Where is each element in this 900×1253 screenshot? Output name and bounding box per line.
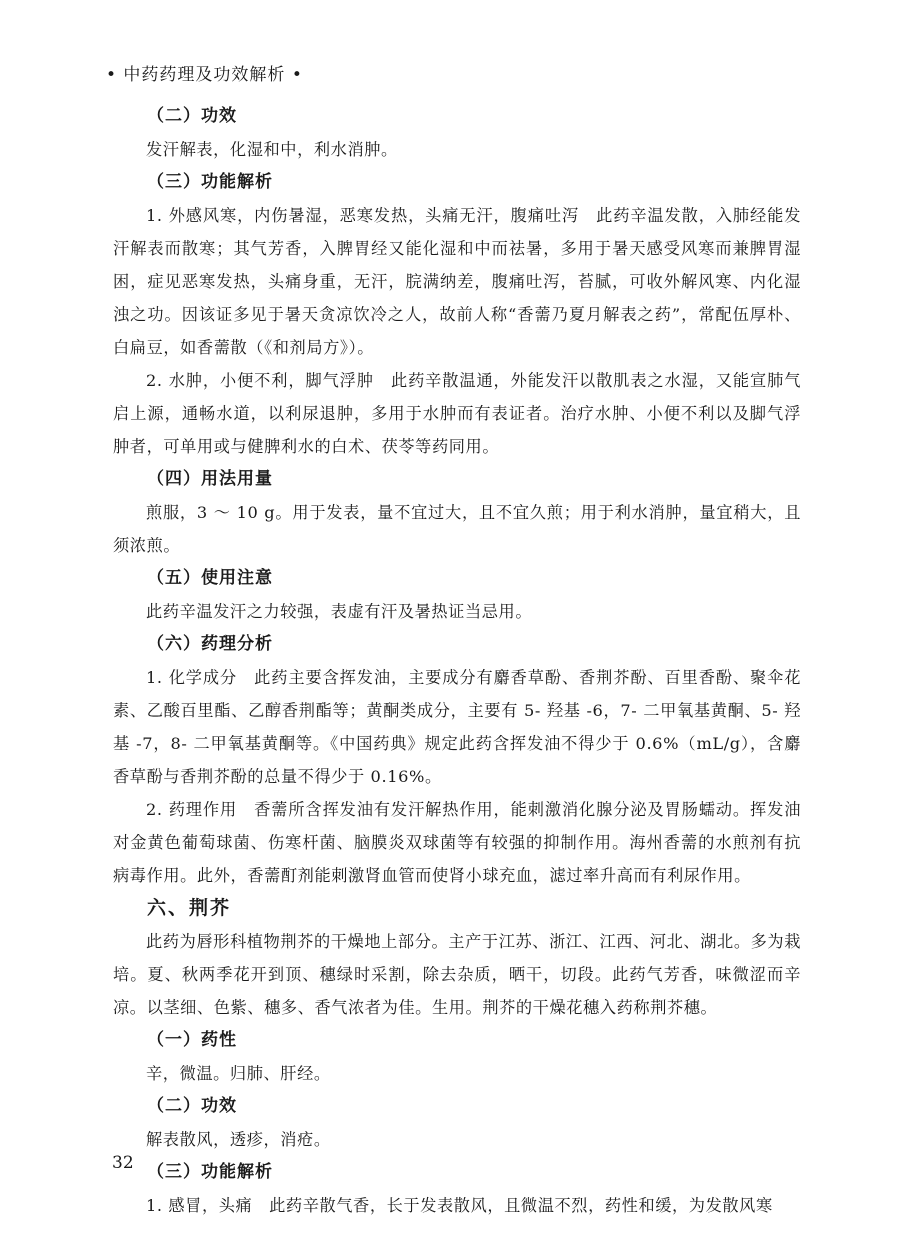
paragraph: 辛，微温。归肺、肝经。 — [146, 1064, 331, 1083]
body-text — [113, 100, 801, 1222]
chapter-heading: 六、荆芥 — [147, 897, 232, 919]
paragraph: 煎服，3 ～ 10 g。用于发表，量不宜过大，且不宜久煎；用于利水消肿，量宜稍大，且须浓煎。 — [113, 503, 801, 555]
page-number: 32 — [112, 1153, 134, 1173]
section-heading: （五）使用注意 — [147, 568, 273, 588]
section-heading: （二）功效 — [147, 106, 237, 126]
paragraph: 发汗解表，化湿和中，利水消肿。 — [146, 140, 398, 159]
section-heading: （二）功效 — [147, 1096, 237, 1116]
paragraph: 此药为唇形科植物荆芥的干燥地上部分。主产于江苏、浙江、江西、河北、湖北。多为栽培。夏、秋两季花开到顶、穗绿时采割，除去杂质，晒干，切段。此药气芳香，味微涩而辛凉。以茎细、色紫、穗多、香气浓者为佳。生用。荆芥的干燥花穗入药称荆芥穗。 — [113, 932, 801, 1017]
paragraph: 2. 药理作用 香薷所含挥发油有发汗解热作用，能刺激消化腺分泌及胃肠蠕动。挥发油对金黄色葡萄球菌、伤寒杆菌、脑膜炎双球菌等有较强的抑制作用。海州香薷的水煎剂有抗病毒作用。此外，香薷酊剂能刺激肾血管而使肾小球充血，滤过率升高而有利尿作用。 — [113, 800, 801, 885]
section-heading: （三）功能解析 — [147, 172, 273, 192]
paragraph: 2. 水肿，小便不利，脚气浮肿 此药辛散温通，外能发汗以散肌表之水湿，又能宣肺气启上源，通畅水道，以利尿退肿，多用于水肿而有表证者。治疗水肿、小便不利以及脚气浮肿者，可单用或与健脾利水的白术、茯苓等药同用。 — [113, 371, 801, 456]
paragraph: 此药辛温发汗之力较强，表虚有汗及暑热证当忌用。 — [146, 602, 533, 621]
section-heading: （四）用法用量 — [147, 469, 273, 489]
section-heading: （六）药理分析 — [147, 634, 273, 654]
section-heading: （三）功能解析 — [147, 1162, 273, 1182]
section-heading: （一）药性 — [147, 1030, 237, 1050]
paragraph: 解表散风，透疹，消疮。 — [146, 1130, 331, 1149]
paragraph: 1. 化学成分 此药主要含挥发油，主要成分有麝香草酚、香荆芥酚、百里香酚、聚伞花素、乙酸百里酯、乙醇香荆酯等；黄酮类成分，主要有 5- 羟基 -6，7- 二甲氧基黄酮、5- 羟基 -7，8- 二甲氧基黄酮等。《中国药典》规定此药含挥发油不得少于 0.6%（mL/g），含麝香草酚与香荆芥酚的总量不得少于 0.16%。 — [113, 668, 801, 786]
paragraph: 1. 感冒，头痛 此药辛散气香，长于发表散风，且微温不烈，药性和缓，为发散风寒 — [146, 1196, 773, 1215]
running-head: • 中药药理及功效解析 • — [106, 65, 303, 85]
paragraph: 1. 外感风寒，内伤暑湿，恶寒发热，头痛无汗，腹痛吐泻 此药辛温发散，入肺经能发汗解表而散寒；其气芳香，入脾胃经又能化湿和中而祛暑，多用于暑天感受风寒而兼脾胃湿困，症见恶寒发热，头痛身重，无汗，脘满纳差，腹痛吐泻，苔腻，可收外解风寒、内化湿浊之功。因该证多见于暑天贪凉饮冷之人，故前人称“香薷乃夏月解表之药”，常配伍厚朴、白扁豆，如香薷散（《和剂局方》）。 — [113, 206, 801, 357]
